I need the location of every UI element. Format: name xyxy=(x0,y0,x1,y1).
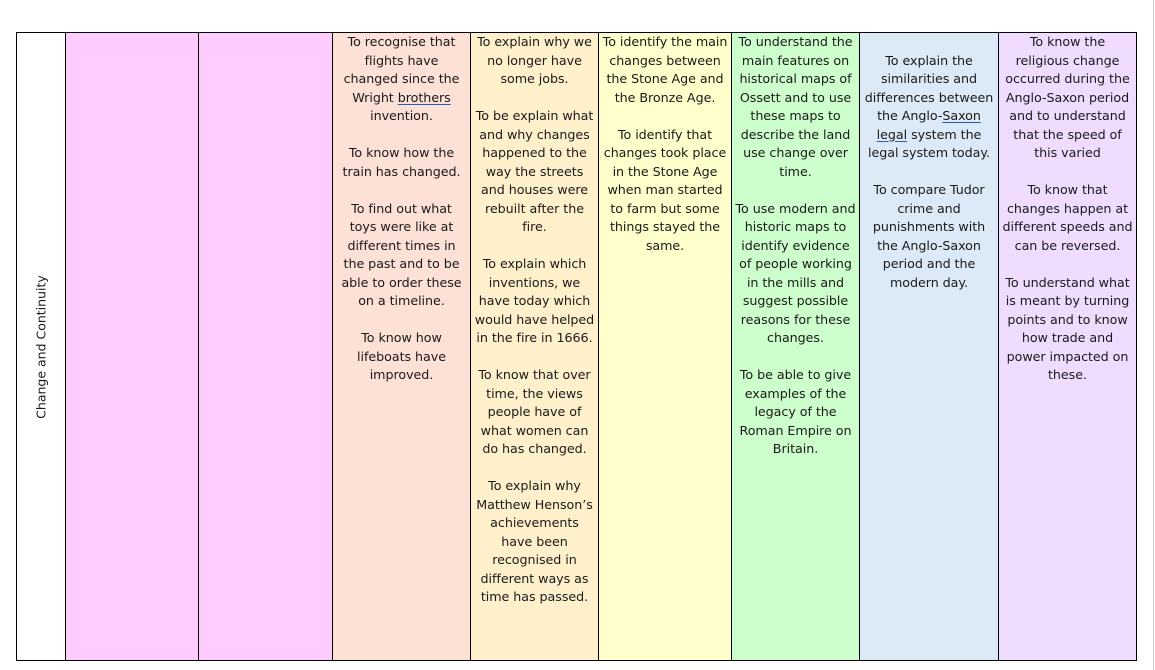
column-cell-3 xyxy=(333,33,471,661)
spellcheck-underlined-text: Saxon legal xyxy=(876,108,981,142)
objective-text xyxy=(474,107,595,237)
row-label: Change and Continuity xyxy=(33,274,49,419)
objective-text xyxy=(1002,274,1133,385)
objective-text xyxy=(863,181,995,292)
objective-text xyxy=(336,329,467,385)
text-run: To explain why Matthew Henson’s achievements have been recognised in different ways as time has passed. xyxy=(476,478,593,604)
objective-text xyxy=(735,200,856,348)
text-run: To explain the similarities and differences between the Anglo- xyxy=(864,52,994,123)
text-run: To understand what is meant by turning points and to know how trade and power impacted on these. xyxy=(1005,274,1130,382)
text-run: To explain why we no longer have some jobs. xyxy=(477,34,592,86)
objective-text xyxy=(602,33,728,107)
objective-text xyxy=(1002,181,1133,255)
text-run: To identify that changes took place in the Stone Age when man started to farm but some things stayed the same. xyxy=(603,126,727,253)
objective-text xyxy=(474,33,595,89)
objective-text xyxy=(474,366,595,459)
text-run: To know that over time, the views people have of what women can do has changed. xyxy=(478,367,591,456)
text-run: invention. xyxy=(370,108,433,123)
text-run: To understand the main features on historical maps of Ossett and to use these maps to describe the land use change over time. xyxy=(738,34,853,179)
objective-text xyxy=(602,126,728,256)
text-run: To explain which inventions, we have today which would have helped in the fire in 1666. xyxy=(474,256,595,345)
text-run: To compare Tudor crime and punishments with the Anglo-Saxon period and the modern day. xyxy=(872,182,986,290)
text-run: To identify the main changes between the Stone Age and the Bronze Age. xyxy=(602,34,728,105)
column-cell-5 xyxy=(599,33,732,661)
spellcheck-underlined-text: brothers xyxy=(397,89,451,105)
objective-text xyxy=(336,33,467,126)
objective-text xyxy=(474,255,595,348)
page-edge-line xyxy=(1153,0,1154,670)
objective-text xyxy=(336,144,467,181)
column-cell-7 xyxy=(860,33,999,661)
objective-text xyxy=(1002,33,1133,163)
text-run: To be explain what and why changes happened to the way the streets and houses were rebuilt after the fire. xyxy=(475,108,594,234)
row-label-cell xyxy=(17,33,66,661)
table-row xyxy=(17,33,1137,661)
text-run: To find out what toys were like at different times in the past and to be able to order these on a timeline. xyxy=(341,200,462,308)
column-cell-1 xyxy=(66,33,199,661)
text-run: To be able to give examples of the legacy of the Roman Empire on Britain. xyxy=(739,367,852,456)
text-run: To know how lifeboats have improved. xyxy=(357,330,446,382)
column-cell-2 xyxy=(199,33,333,661)
column-cell-4 xyxy=(471,33,599,661)
objective-text xyxy=(735,33,856,181)
objective-text xyxy=(336,200,467,311)
column-cell-8 xyxy=(999,33,1137,661)
curriculum-table xyxy=(16,32,1137,661)
text-run: To know that changes happen at different speeds and can be reversed. xyxy=(1002,182,1133,253)
objective-text xyxy=(735,366,856,459)
text-run: system the legal system today. xyxy=(868,126,990,160)
text-run: To recognise that flights have changed since the Wright xyxy=(343,34,460,105)
objective-text xyxy=(863,52,995,163)
text-run: To know the religious change occurred during the Anglo-Saxon period and to understand that the speed of this varied xyxy=(1005,34,1130,160)
objective-text xyxy=(474,477,595,607)
column-cell-6 xyxy=(732,33,860,661)
text-run: To use modern and historic maps to identify evidence of people working in the mills and suggest possible reasons for these changes. xyxy=(735,200,856,345)
text-run: To know how the train has changed. xyxy=(342,145,461,179)
